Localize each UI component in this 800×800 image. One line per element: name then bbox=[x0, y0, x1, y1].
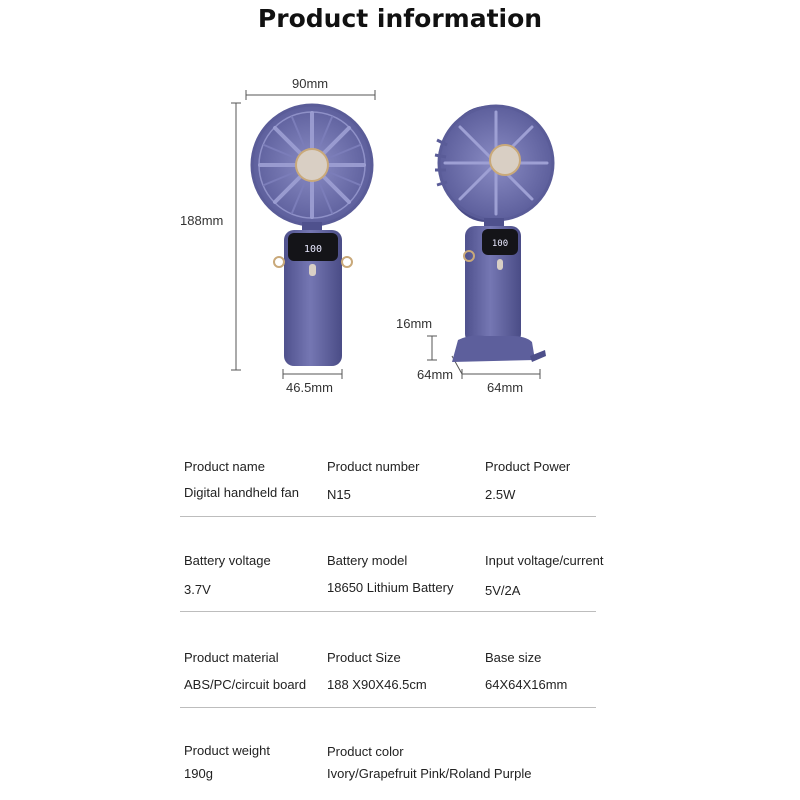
spec-value: 188 X90X46.5cm bbox=[327, 677, 427, 692]
display-reading: 100 bbox=[303, 244, 323, 255]
fan-base bbox=[452, 336, 535, 363]
row-divider bbox=[180, 516, 596, 517]
display-reading: 100 bbox=[491, 239, 509, 249]
dimension-bottom-width: 46.5mm bbox=[286, 380, 333, 395]
spec-label: Battery voltage bbox=[184, 553, 271, 568]
spec-label: Battery model bbox=[327, 553, 408, 568]
page-title: Product information bbox=[257, 4, 543, 33]
row-divider bbox=[180, 707, 596, 708]
spec-label: Product color bbox=[327, 744, 404, 759]
spec-value: ABS/PC/circuit board bbox=[184, 677, 307, 692]
spec-label: Base size bbox=[485, 650, 542, 665]
spec-label: Product material bbox=[184, 650, 279, 665]
spec-value: N15 bbox=[327, 487, 351, 502]
row-divider bbox=[180, 611, 596, 612]
spec-value: 18650 Lithium Battery bbox=[327, 580, 454, 595]
dimension-base-height: 16mm bbox=[396, 316, 433, 331]
spec-label: Product weight bbox=[184, 743, 270, 758]
spec-label: Product Size bbox=[327, 650, 401, 665]
spec-label: Input voltage/current bbox=[485, 553, 604, 568]
spec-value: Ivory/Grapefruit Pink/Roland Purple bbox=[327, 766, 532, 781]
fan-side-view bbox=[435, 106, 553, 362]
spec-label: Product number bbox=[327, 459, 420, 474]
dimension-base-width: 64mm bbox=[487, 380, 524, 395]
spec-label: Product Power bbox=[485, 459, 571, 474]
dimension-base-depth: 64mm bbox=[417, 367, 454, 382]
fan-front-view bbox=[252, 105, 372, 366]
spec-value: 64X64X16mm bbox=[485, 677, 568, 692]
spec-label: Product name bbox=[184, 459, 265, 474]
spec-value: Digital handheld fan bbox=[184, 485, 299, 500]
dimension-width-top: 90mm bbox=[292, 76, 329, 91]
spec-value: 2.5W bbox=[485, 487, 516, 502]
spec-value: 3.7V bbox=[184, 582, 211, 597]
dimension-height: 188mm bbox=[180, 213, 224, 228]
spec-value: 190g bbox=[184, 766, 213, 781]
spec-value: 5V/2A bbox=[485, 583, 521, 598]
